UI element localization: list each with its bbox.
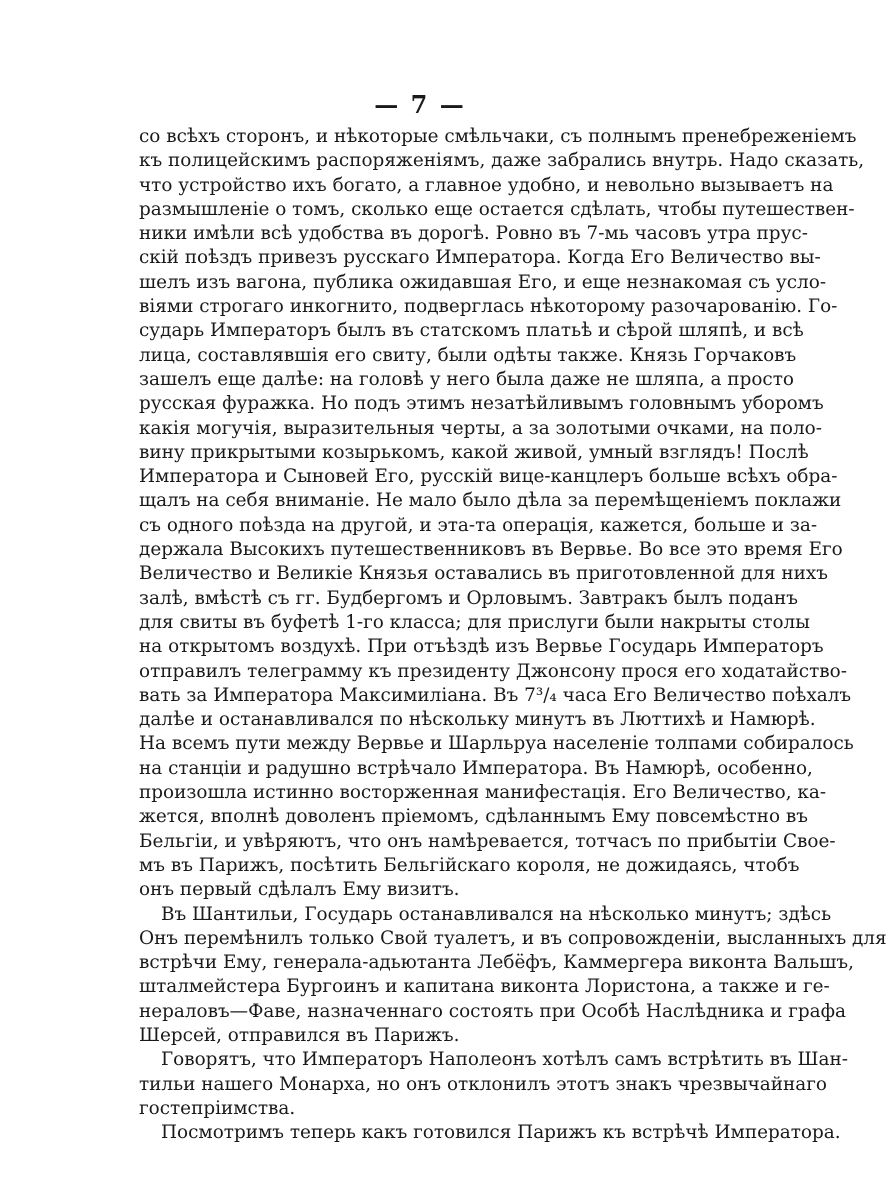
text-line: шталмейстера Бургоинъ и капитана виконта Лористона, а также и ге- xyxy=(139,976,830,998)
text-line: мъ въ Парижъ, посѣтить Бельгійскаго короля, не дожидаясь, чтобъ xyxy=(139,854,800,876)
text-line: онъ первый сдѣлалъ Ему визитъ. xyxy=(139,879,460,901)
text-line: віями строгаго инкогнито, подверглась нѣкоторому разочарованію. Го- xyxy=(139,296,838,318)
text-line: со всѣхъ сторонъ, и нѣкоторые смѣльчаки, съ полнымъ пренебреженіемъ xyxy=(139,126,857,147)
text-line: держала Высокихъ путешественниковъ въ Вервье. Во все это время Его xyxy=(139,539,843,561)
text-line: Въ Шантильи, Государь останавливался на нѣсколько минутъ; здѣсь xyxy=(161,903,832,925)
text-line: залѣ, вмѣстѣ съ гг. Будбергомъ и Орловымъ. Завтракъ былъ поданъ xyxy=(139,587,799,609)
text-line: размышленіе о томъ, сколько еще остается сдѣлать, чтобы путешествен- xyxy=(139,198,855,220)
text-line: вину прикрытыми козырькомъ, какой живой, умный взглядъ! Послѣ xyxy=(139,441,809,463)
text-line: сударь Императоръ былъ въ статскомъ платьѣ и сѣрой шляпѣ, и всѣ xyxy=(139,320,804,342)
page-number: — 7 — xyxy=(374,90,466,119)
text-line: для свиты въ буфетѣ 1-го класса; для прислуги были накрыты столы xyxy=(139,611,810,633)
text-line: что устройство ихъ богато, а главное удобно, и невольно вызываетъ на xyxy=(139,174,834,196)
text-line: произошла истинно восторженная манифестація. Его Величество, ка- xyxy=(139,782,827,804)
text-line: щалъ на себя вниманіе. Не мало было дѣла за перемѣщеніемъ поклажи xyxy=(139,490,842,512)
paragraph-1 xyxy=(139,125,865,903)
text-line: на станціи и радушно встрѣчало Императора. Въ Намюрѣ, особенно, xyxy=(139,757,813,779)
paragraph-2 xyxy=(139,903,887,1049)
text-line: Онъ перемѣнилъ только Свой туалетъ, и въ сопровожденіи, высланныхъ для xyxy=(139,927,887,949)
text-line: Посмотримъ теперь какъ готовился Парижъ къ встрѣчѣ Императора. xyxy=(161,1122,841,1144)
text-line: вать за Императора Максимиліана. Въ 7³/₄ часа Его Величество поѣхалъ xyxy=(139,684,852,706)
text-line: лица, составлявшія его свиту, были одѣты также. Князь Горчаковъ xyxy=(139,344,797,366)
text-line: Величество и Великіе Князья оставались въ приготовленной для нихъ xyxy=(139,563,828,585)
text-line: тильи нашего Монарха, но онъ отклонилъ этотъ знакъ чрезвычайнаго xyxy=(139,1073,827,1095)
text-line: Бельгіи, и увѣряютъ, что онъ намѣревается, тотчасъ по прибытіи Свое- xyxy=(139,830,836,852)
text-line: скій поѣздъ привезъ русскаго Императора. Когда Его Величество вы- xyxy=(139,247,821,269)
text-line: русская фуражка. Но подъ этимъ незатѣйливымъ головнымъ уборомъ xyxy=(139,393,824,415)
text-line: отправилъ телеграмму къ президенту Джонсону прося его ходатайство- xyxy=(139,660,847,682)
text-line: шелъ изъ вагона, публика ожидавшая Его, и еще незнакомая съ усло- xyxy=(139,271,827,293)
text-line: Шерсей, отправился въ Парижъ. xyxy=(139,1024,460,1046)
text-line: къ полицейскимъ распоряженіямъ, даже забрались внутрь. Надо сказать, xyxy=(139,150,865,172)
text-line: На всемъ пути между Вервье и Шарльруа населеніе толпами собиралось xyxy=(139,733,854,755)
text-line: на открытомъ воздухѣ. При отъѣздѣ изъ Вервье Государь Императоръ xyxy=(139,636,824,658)
text-line: гостепріимства. xyxy=(139,1097,296,1119)
text-line: Императора и Сыновей Его, русскій вице-канцлеръ больше всѣхъ обра- xyxy=(139,466,838,488)
text-line: нераловъ—Фаве, назначеннаго состоять при Особѣ Наслѣдника и графа xyxy=(139,1000,846,1022)
text-line: какія могучія, выразительныя черты, а за золотыми очками, на поло- xyxy=(139,417,822,439)
text-line: жется, вполнѣ доволенъ пріемомъ, сдѣланнымъ Ему повсемѣстно въ xyxy=(139,806,808,828)
text-line: Говорятъ, что Императоръ Наполеонъ хотѣлъ самъ встрѣтить въ Шан- xyxy=(161,1049,848,1071)
text-line: ники имѣли всѣ удобства въ дорогѣ. Ровно въ 7-мь часовъ утра прус- xyxy=(139,223,808,245)
text-line: съ одного поѣзда на другой, и эта-та операція, кажется, больше и за- xyxy=(139,514,818,536)
body-text xyxy=(139,125,887,1145)
paragraph-4 xyxy=(139,1121,841,1145)
text-line: зашелъ еще далѣе: на головѣ у него была даже не шляпа, а просто xyxy=(139,368,794,390)
text-line: встрѣчи Ему, генерала-адьютанта Лебёфъ, Каммергера виконта Вальшъ, xyxy=(139,952,854,974)
text-line: далѣе и останавливался по нѣскольку минутъ въ Люттихѣ и Намюрѣ. xyxy=(139,709,816,731)
paragraph-3 xyxy=(139,1048,848,1121)
